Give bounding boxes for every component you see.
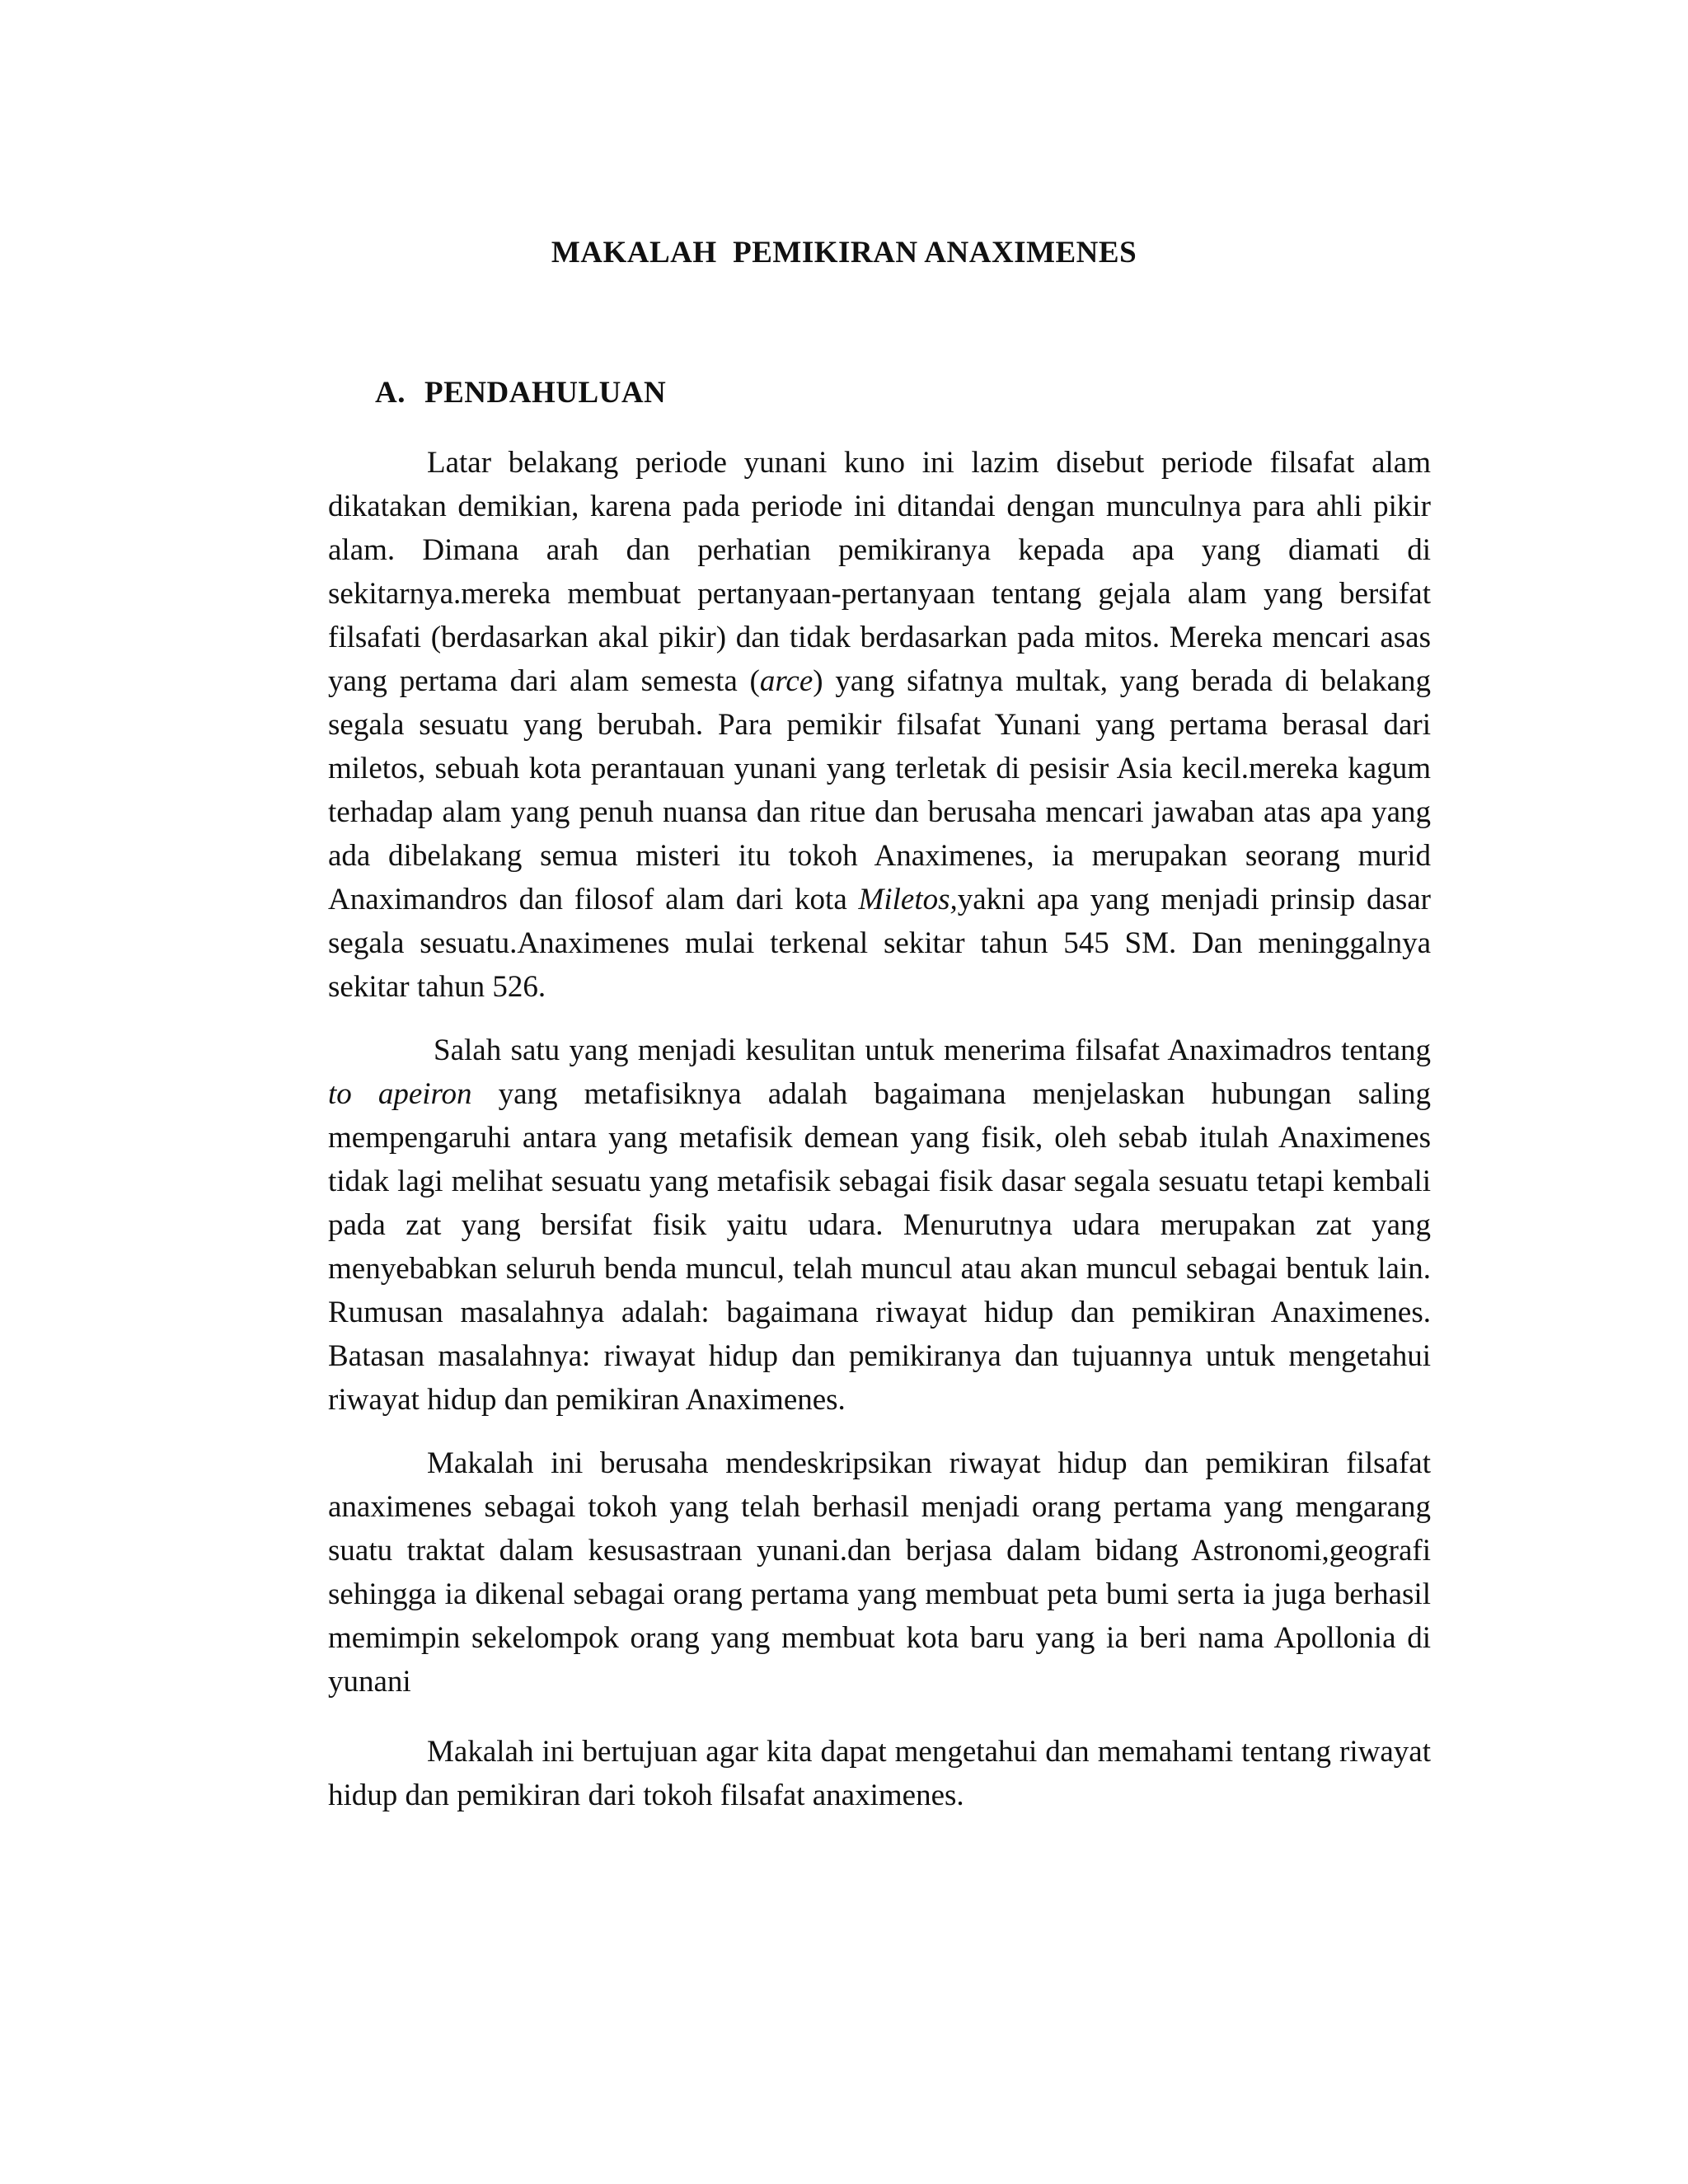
paragraph-text	[328, 441, 1431, 1009]
italic-term: to apeiron	[328, 1077, 472, 1111]
text-segment: Salah satu yang menjadi kesulitan untuk menerima filsafat Anaximadros tentang	[434, 1033, 1431, 1067]
text-segment: ) yang sifatnya multak, yang berada di belakang segala sesuatu yang berubah. Para pemikir filsafat Yunani yang pertama berasal dari miletos, sebuah kota perantauan yunani yang terletak di pesisir Asia kecil.mereka kagum terhadap alam yang penuh nuansa dan ritue dan berusaha mencari jawaban atas apa yang ada dibelakang semua misteri itu tokoh Anaximenes, ia merupakan seorang murid Anaximandros dan filosof alam dari kota	[328, 664, 1431, 916]
paragraph-text	[328, 1029, 1431, 1422]
text-segment: Makalah ini bertujuan agar kita dapat mengetahui dan memahami tentang riwayat hidup dan pemikiran dari tokoh filsafat anaximenes.	[328, 1735, 1431, 1812]
paragraph-text	[328, 1441, 1431, 1704]
paragraph-1	[328, 441, 1431, 1009]
section-number: A.	[375, 376, 406, 410]
text-segment: Makalah ini berusaha mendeskripsikan riwayat hidup dan pemikiran filsafat anaximenes sebagai tokoh yang telah berhasil menjadi orang pertama yang mengarang suatu traktat dalam kesusastraan yunani.dan berjasa dalam bidang Astronomi,geografi sehingga ia dikenal sebagai orang pertama yang membuat peta bumi serta ia juga berhasil memimpin sekelompok orang yang membuat kota baru yang ia beri nama Apollonia di yunani	[328, 1446, 1431, 1699]
paragraph-3	[328, 1441, 1431, 1704]
paragraph-text	[328, 1730, 1431, 1817]
text-segment: Latar belakang periode yunani kuno ini lazim disebut periode filsafat alam dikatakan demikian, karena pada periode ini ditandai dengan munculnya para ahli pikir alam. Dimana arah dan perhatian pemikiranya kepada apa yang diamati di sekitarnya.mereka membuat pertanyaan-pertanyaan tentang gejala alam yang bersifat filsafati (berdasarkan akal pikir) dan tidak berdasarkan pada mitos. Mereka mencari asas yang pertama dari alam semesta (	[328, 446, 1431, 698]
paragraph-2	[328, 1029, 1431, 1422]
italic-term: Miletos,	[858, 883, 958, 916]
section-title: PENDAHULUAN	[424, 376, 667, 410]
paragraph-4	[328, 1730, 1431, 1817]
text-segment: yakni apa yang menjadi prinsip dasar segala sesuatu.Anaximenes mulai terkenal sekitar tahun 545 SM. Dan meninggalnya sekitar tahun 526.	[328, 883, 1432, 1004]
section-heading	[375, 375, 666, 410]
text-segment: yang metafisiknya adalah bagaimana menjelaskan hubungan saling mempengaruhi antara yang metafisik demean yang fisik, oleh sebab itulah Anaximenes tidak lagi melihat sesuatu yang metafisik sebagai fisik dasar segala sesuatu tetapi kembali pada zat yang bersifat fisik yaitu udara. Menurutnya udara merupakan zat yang menyebabkan seluruh benda muncul, telah muncul atau akan muncul sebagai bentuk lain. Rumusan masalahnya adalah: bagaimana riwayat hidup dan pemikiran Anaximenes. Batasan masalahnya: riwayat hidup dan pemikiranya dan tujuannya untuk mengetahui riwayat hidup dan pemikiran Anaximenes.	[328, 1077, 1431, 1417]
italic-term: arce	[759, 664, 814, 698]
document-title: MAKALAH PEMIKIRAN ANAXIMENES	[551, 236, 1137, 269]
